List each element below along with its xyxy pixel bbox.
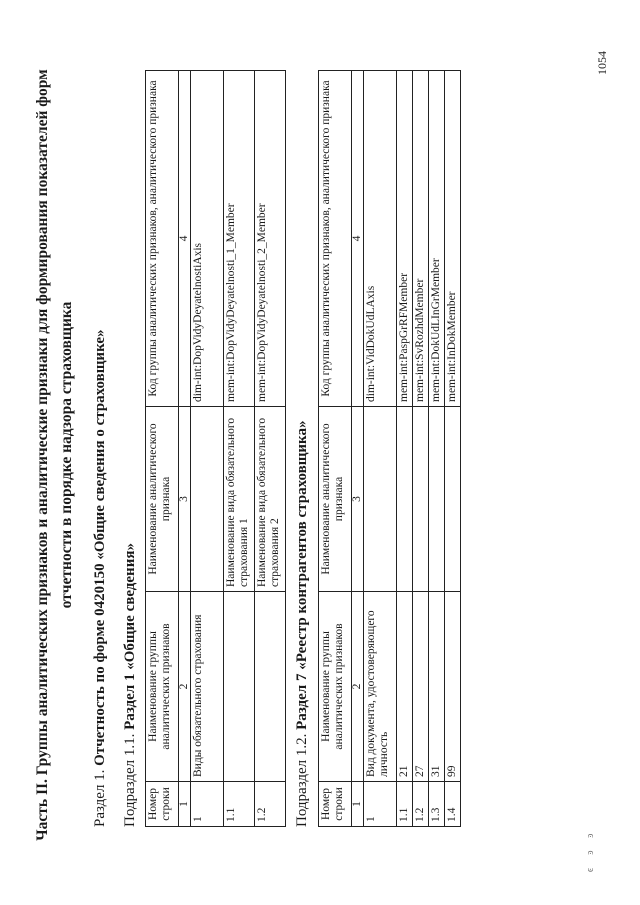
row-number: 1 [364, 782, 397, 827]
table-row [445, 71, 461, 827]
table-row [413, 71, 429, 827]
table-counterparty-registry [318, 70, 461, 827]
table-general-info [145, 70, 286, 827]
subsection-1-title: Раздел 1 «Общие сведения» [122, 543, 138, 730]
col-number: 3 [352, 407, 364, 592]
header-attribute-name: Наименование аналитического признака [319, 407, 352, 592]
group-name: 31 [429, 592, 445, 782]
col-number: 4 [352, 71, 364, 407]
row-number: 1.3 [429, 782, 445, 827]
section-heading [92, 329, 109, 827]
subsection-2-title: Раздел 7 «Реестр контрагентов страховщика» [294, 420, 310, 730]
table-row [255, 71, 286, 827]
group-name: Виды обязательного страхования [191, 592, 224, 782]
header-code: Код группы аналитических признаков, аналитического признака [146, 71, 179, 407]
group-name: 21 [397, 592, 413, 782]
code: mem-int:SvRozhdMember [413, 71, 429, 407]
row-number: 1.4 [445, 782, 461, 827]
header-row-number: Номер строки [319, 782, 352, 827]
group-name [255, 592, 286, 782]
margin-marks: ͼ ͽ ͽ [585, 828, 596, 872]
col-number: 4 [179, 71, 191, 407]
attribute-name [191, 407, 224, 592]
group-name [224, 592, 255, 782]
table-row [191, 71, 224, 827]
attribute-name [364, 407, 397, 592]
row-number: 1 [191, 782, 224, 827]
row-number: 1.1 [224, 782, 255, 827]
header-row-number: Номер строки [146, 782, 179, 827]
subsection-1-heading [122, 543, 139, 827]
attribute-name: Наименование вида обязательного страхования 2 [255, 407, 286, 592]
code: mem-int:DopVidyDeyatelnosti_1_Member [224, 71, 255, 407]
header-group-name: Наименование группы аналитических признаков [319, 592, 352, 782]
header-code: Код группы аналитических признаков, аналитического признака [319, 71, 352, 407]
page-number: 1054 [595, 51, 609, 75]
attribute-name [429, 407, 445, 592]
row-number: 1.1 [397, 782, 413, 827]
attribute-name [413, 407, 429, 592]
col-number: 1 [352, 782, 364, 827]
code: mem-int:InDokMember [445, 71, 461, 407]
code: dim-int:DopVidyDeyatelnostiAxis [191, 71, 224, 407]
header-group-name: Наименование группы аналитических признаков [146, 592, 179, 782]
subsection-1-prefix: Подраздел 1.1. [122, 729, 138, 827]
code: dim-int:VidDokUdLAxis [364, 71, 397, 407]
page-title-line2: отчетности в порядке надзора страховщика [58, 301, 75, 609]
table-row [224, 71, 255, 827]
row-number: 1.2 [255, 782, 286, 827]
code: mem-int:DokUdLInGrMember [429, 71, 445, 407]
table-row [397, 71, 413, 827]
attribute-name [397, 407, 413, 592]
group-name: 99 [445, 592, 461, 782]
row-number: 1.2 [413, 782, 429, 827]
attribute-name: Наименование вида обязательного страхования 1 [224, 407, 255, 592]
subsection-2-heading [294, 421, 311, 827]
group-name: 27 [413, 592, 429, 782]
table-row [429, 71, 445, 827]
subsection-2-prefix: Подраздел 1.2. [294, 729, 310, 827]
section-title: Отчетность по форме 0420150 «Общие сведения о страховщике» [92, 329, 108, 766]
code: mem-int:PaspGrRFMember [397, 71, 413, 407]
attribute-name [445, 407, 461, 592]
col-number: 2 [179, 592, 191, 782]
col-number: 1 [179, 782, 191, 827]
col-number: 2 [352, 592, 364, 782]
header-attribute-name: Наименование аналитического признака [146, 407, 179, 592]
code: mem-int:DopVidyDeyatelnosti_2_Member [255, 71, 286, 407]
section-prefix: Раздел 1. [92, 765, 108, 827]
page-title-line1: Часть II. Группы аналитических признаков и аналитические признаки для формирования показателей форм [34, 69, 51, 841]
col-number: 3 [179, 407, 191, 592]
group-name: Вид документа, удостоверяющего личность [364, 592, 397, 782]
table-row [364, 71, 397, 827]
